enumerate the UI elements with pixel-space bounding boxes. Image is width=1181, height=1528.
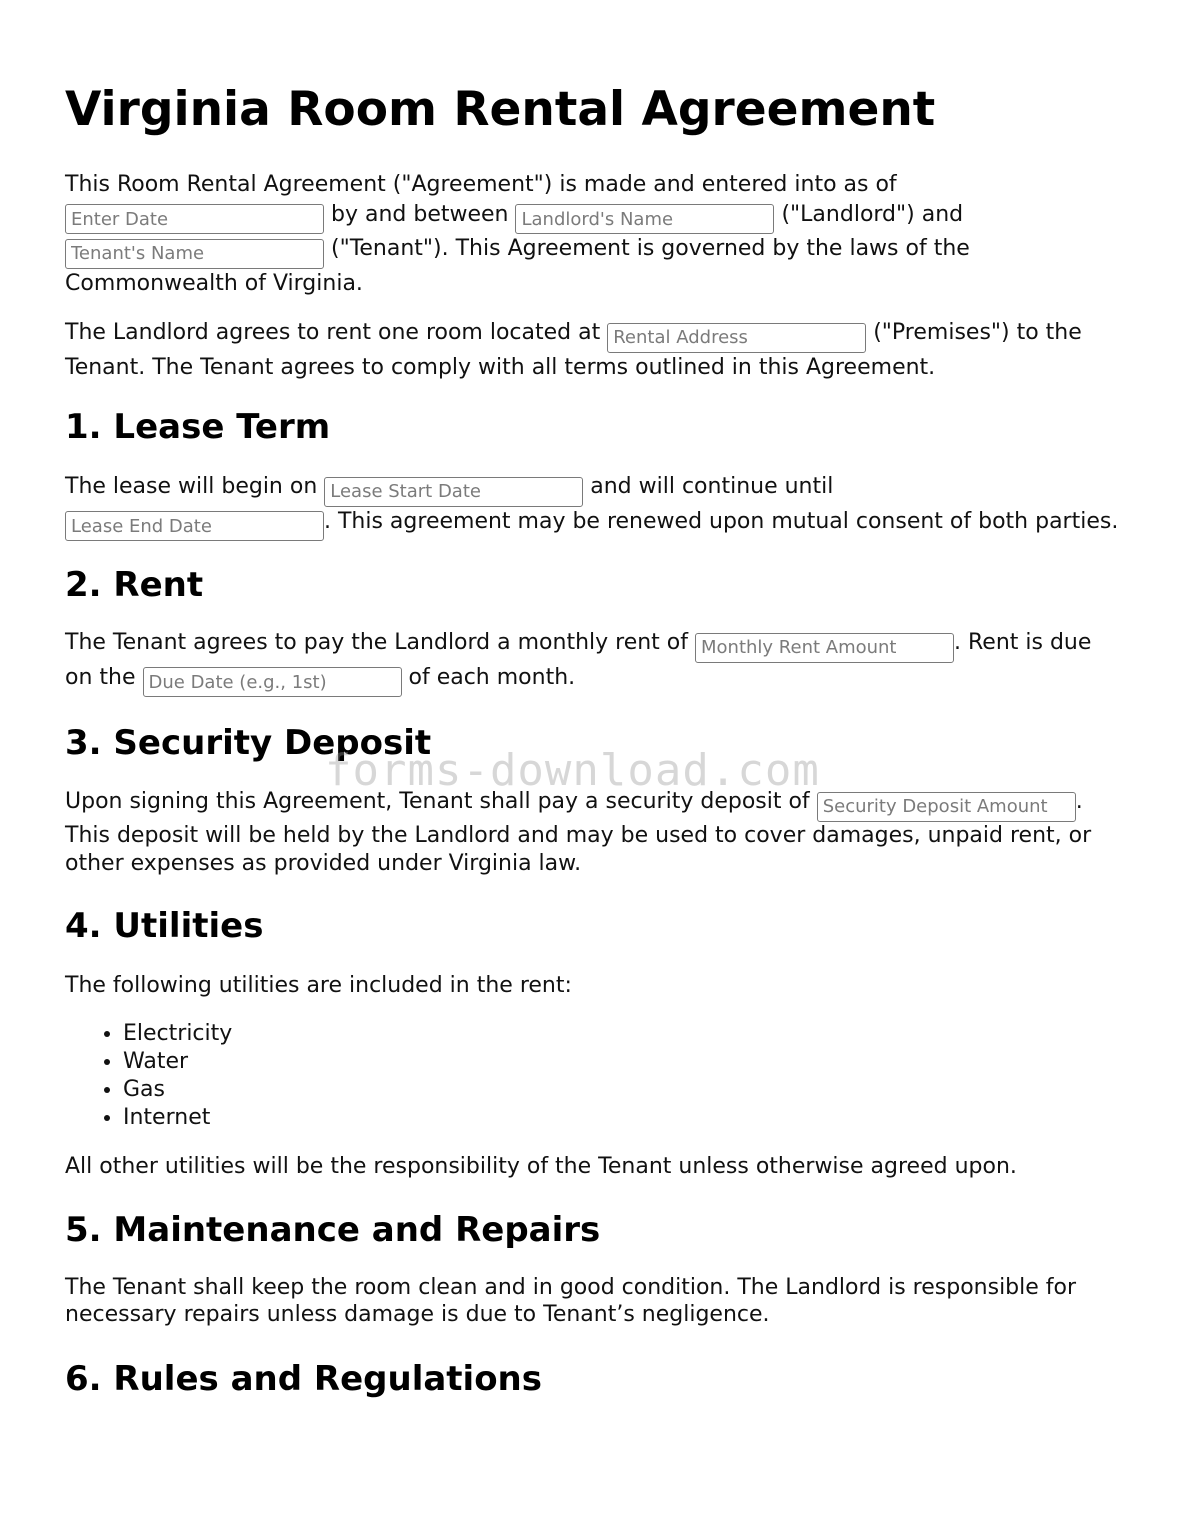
rent-paragraph (65, 628, 1125, 697)
maintenance-heading: 5. Maintenance and Repairs (65, 1209, 601, 1250)
rent-heading: 2. Rent (65, 565, 204, 605)
lease-end-date-input[interactable] (65, 511, 324, 541)
lease-start-date-input[interactable] (324, 477, 583, 507)
maintenance-paragraph: The Tenant shall keep the room clean and in good condition. The Landlord is responsible for necessary repairs unless damage is due to Tenant’s negligence. (65, 1274, 1077, 1327)
rent-text-2: . Rent is due on the (65, 630, 1092, 690)
list-item: • Electricity (123, 1020, 1125, 1048)
premises-paragraph (65, 318, 1125, 382)
list-item: • Internet (123, 1104, 1125, 1132)
deposit-text-2: . This deposit will be held by the Landlord and may be used to cover damages, unpaid rent, or other expenses as provided under Virginia law. (65, 789, 1092, 876)
utilities-intro: The following utilities are included in the rent: (65, 972, 572, 998)
agreement-date-input[interactable] (65, 204, 324, 234)
rules-heading: 6. Rules and Regulations (65, 1358, 542, 1399)
rental-address-input[interactable] (607, 323, 866, 353)
security-deposit-heading: 3. Security Deposit (65, 723, 432, 763)
intro-text-4: ("Tenant"). This Agreement is governed by the laws of the Commonwealth of Virginia. (65, 236, 970, 296)
utilities-list (65, 1020, 1125, 1132)
premises-text-1: The Landlord agrees to rent one room located at (65, 320, 608, 345)
watermark: forms-download.com (325, 745, 820, 796)
lease-term-text-3: . This agreement may be renewed upon mutual consent of both parties. (324, 508, 1119, 534)
utilities-heading: 4. Utilities (65, 905, 264, 946)
security-deposit-input[interactable] (817, 792, 1076, 822)
lease-term-text-2: and will continue until (583, 474, 834, 499)
utilities-outro: All other utilities will be the responsibility of the Tenant unless otherwise agreed upon. (65, 1154, 1017, 1179)
security-deposit-paragraph (65, 788, 1125, 879)
document-title: Virginia Room Rental Agreement (65, 82, 936, 137)
deposit-text-1: Upon signing this Agreement, Tenant shall pay a security deposit of (65, 789, 817, 814)
intro-text-2: by and between (324, 201, 516, 227)
monthly-rent-input[interactable] (695, 633, 954, 663)
intro-text-3: ("Landlord") and (774, 201, 964, 227)
document-page (65, 80, 1125, 1400)
premises-text-2: ("Premises") to the Tenant. The Tenant agrees to comply with all terms outlined in this Agreement. (65, 320, 1082, 380)
list-item: • Gas (123, 1076, 1125, 1104)
landlord-name-input[interactable] (515, 204, 774, 234)
lease-term-text-1: The lease will begin on (65, 474, 325, 499)
intro-paragraph (65, 170, 1125, 298)
rent-text-3: of each month. (401, 664, 576, 690)
tenant-name-input[interactable] (65, 239, 324, 269)
rent-text-1: The Tenant agrees to pay the Landlord a monthly rent of (65, 630, 695, 655)
lease-term-heading: 1. Lease Term (65, 407, 331, 447)
list-item: • Water (123, 1048, 1125, 1076)
intro-text-1: This Room Rental Agreement ("Agreement") is made and entered into as of (65, 172, 897, 197)
rent-due-date-input[interactable] (143, 667, 402, 697)
lease-term-paragraph (65, 472, 1125, 541)
